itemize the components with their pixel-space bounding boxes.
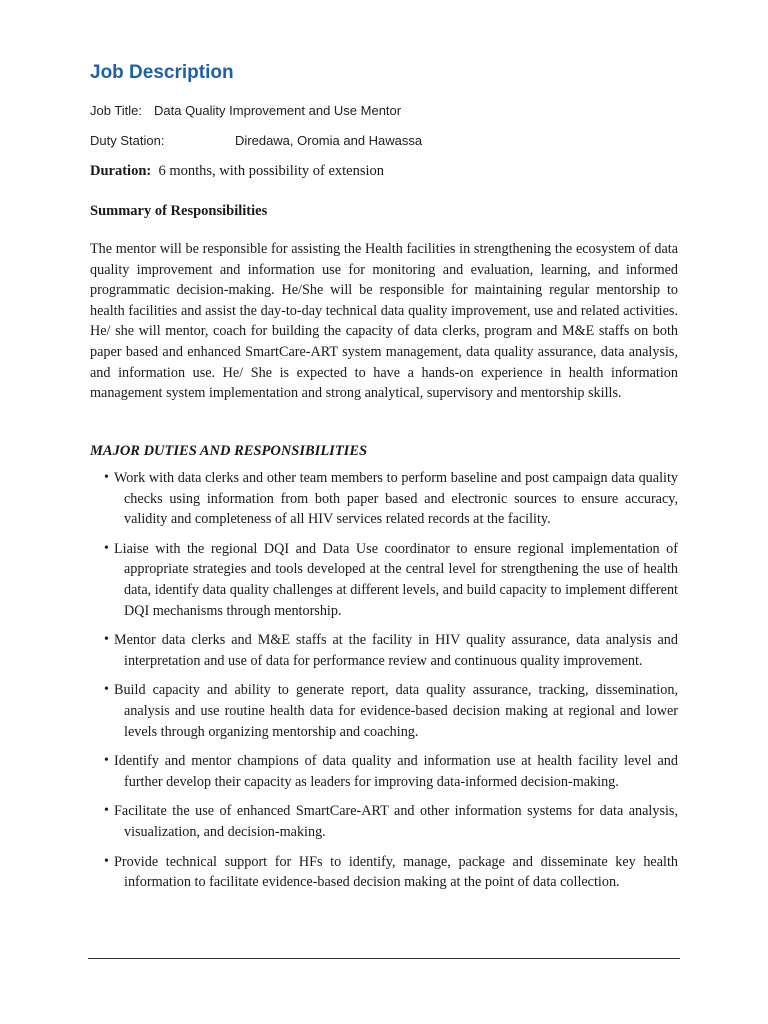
duty-text: Provide technical support for HFs to identify, manage, package and disseminate key health information to facilitate evidence-based decision making at the point of data collection. — [114, 853, 678, 891]
duty-text: Work with data clerks and other team members to perform baseline and post campaign data quality checks using information from both paper based and electronic sources to ensure accuracy, validity and completeness of all HIV services related records at the facility. — [114, 470, 678, 528]
duty-text: Liaise with the regional DQI and Data Use coordinator to ensure regional implementation of appropriate strategies and tools developed at the central level for strengthening the use of health data, identify data quality challenges at different levels, and build capacity to implement different DQI mechanisms through mentorship. — [114, 540, 678, 619]
document-title: Job Description — [90, 62, 234, 83]
duration-value: 6 months, with possibility of extension — [158, 163, 385, 179]
duration-line — [90, 163, 384, 180]
footer-divider — [88, 958, 680, 959]
list-item — [90, 680, 678, 742]
job-title-line — [90, 103, 402, 118]
list-item — [90, 539, 678, 621]
bullet-icon: • — [104, 470, 109, 485]
bullet-icon: • — [104, 853, 109, 869]
duties-list — [90, 468, 678, 902]
summary-heading: Summary of Responsibilities — [90, 203, 268, 219]
duty-text: Mentor data clerks and M&E staffs at the facility in HIV quality assurance, data analysis and interpretation and use of data for performance review and continuous quality improvement. — [114, 632, 678, 669]
duty-station-label: Duty Station: — [90, 133, 165, 148]
duration-label: Duration: — [90, 163, 152, 179]
summary-paragraph: The mentor will be responsible for assisting the Health facilities in strengthening the ecosystem of data quality improvement and information use for monitoring and evaluation, learning, and informed programmatic decision-making. He/She will be responsible for maintaining regular mentorship to health facilities and assist the day-to-day technical data quality improvement, use and related activities. He/ she will mentor, coach for building the capacity of data clerks, program and M&E staffs on both paper based and enhanced SmartCare-ART system management, data quality assurance, data analysis, and information use. He/ She is expected to have a hands-on experience in health information management system implementation and strong analytical, supervisory and mentorship skills. — [90, 241, 678, 402]
job-title-label: Job Title: — [90, 103, 143, 118]
bullet-icon: • — [104, 682, 109, 698]
duty-text: Build capacity and ability to generate report, data quality assurance, tracking, dissemination, analysis and use routine health data for evidence-based decision making at regional and lower levels through organizing mentorship and coaching. — [114, 682, 678, 740]
duty-station-line — [90, 133, 423, 148]
list-item — [90, 751, 678, 792]
duty-text: Identify and mentor champions of data quality and information use at health facility level and further develop their capacity as leaders for improving data-informed decision-making. — [114, 753, 678, 790]
bullet-icon: • — [104, 632, 109, 648]
list-item — [90, 852, 678, 893]
bullet-icon: • — [104, 803, 109, 819]
bullet-icon: • — [104, 540, 109, 556]
bullet-icon: • — [104, 753, 109, 769]
list-item — [90, 801, 678, 842]
list-item — [90, 468, 678, 530]
duty-station-value: Diredawa, Oromia and Hawassa — [235, 133, 423, 148]
duties-heading: MAJOR DUTIES AND RESPONSIBILITIES — [90, 443, 368, 459]
duty-text: Facilitate the use of enhanced SmartCare-ART and other information systems for data analysis, visualization, and decision-making. — [114, 803, 678, 840]
job-title-value: Data Quality Improvement and Use Mentor — [154, 103, 402, 118]
list-item — [90, 630, 678, 671]
